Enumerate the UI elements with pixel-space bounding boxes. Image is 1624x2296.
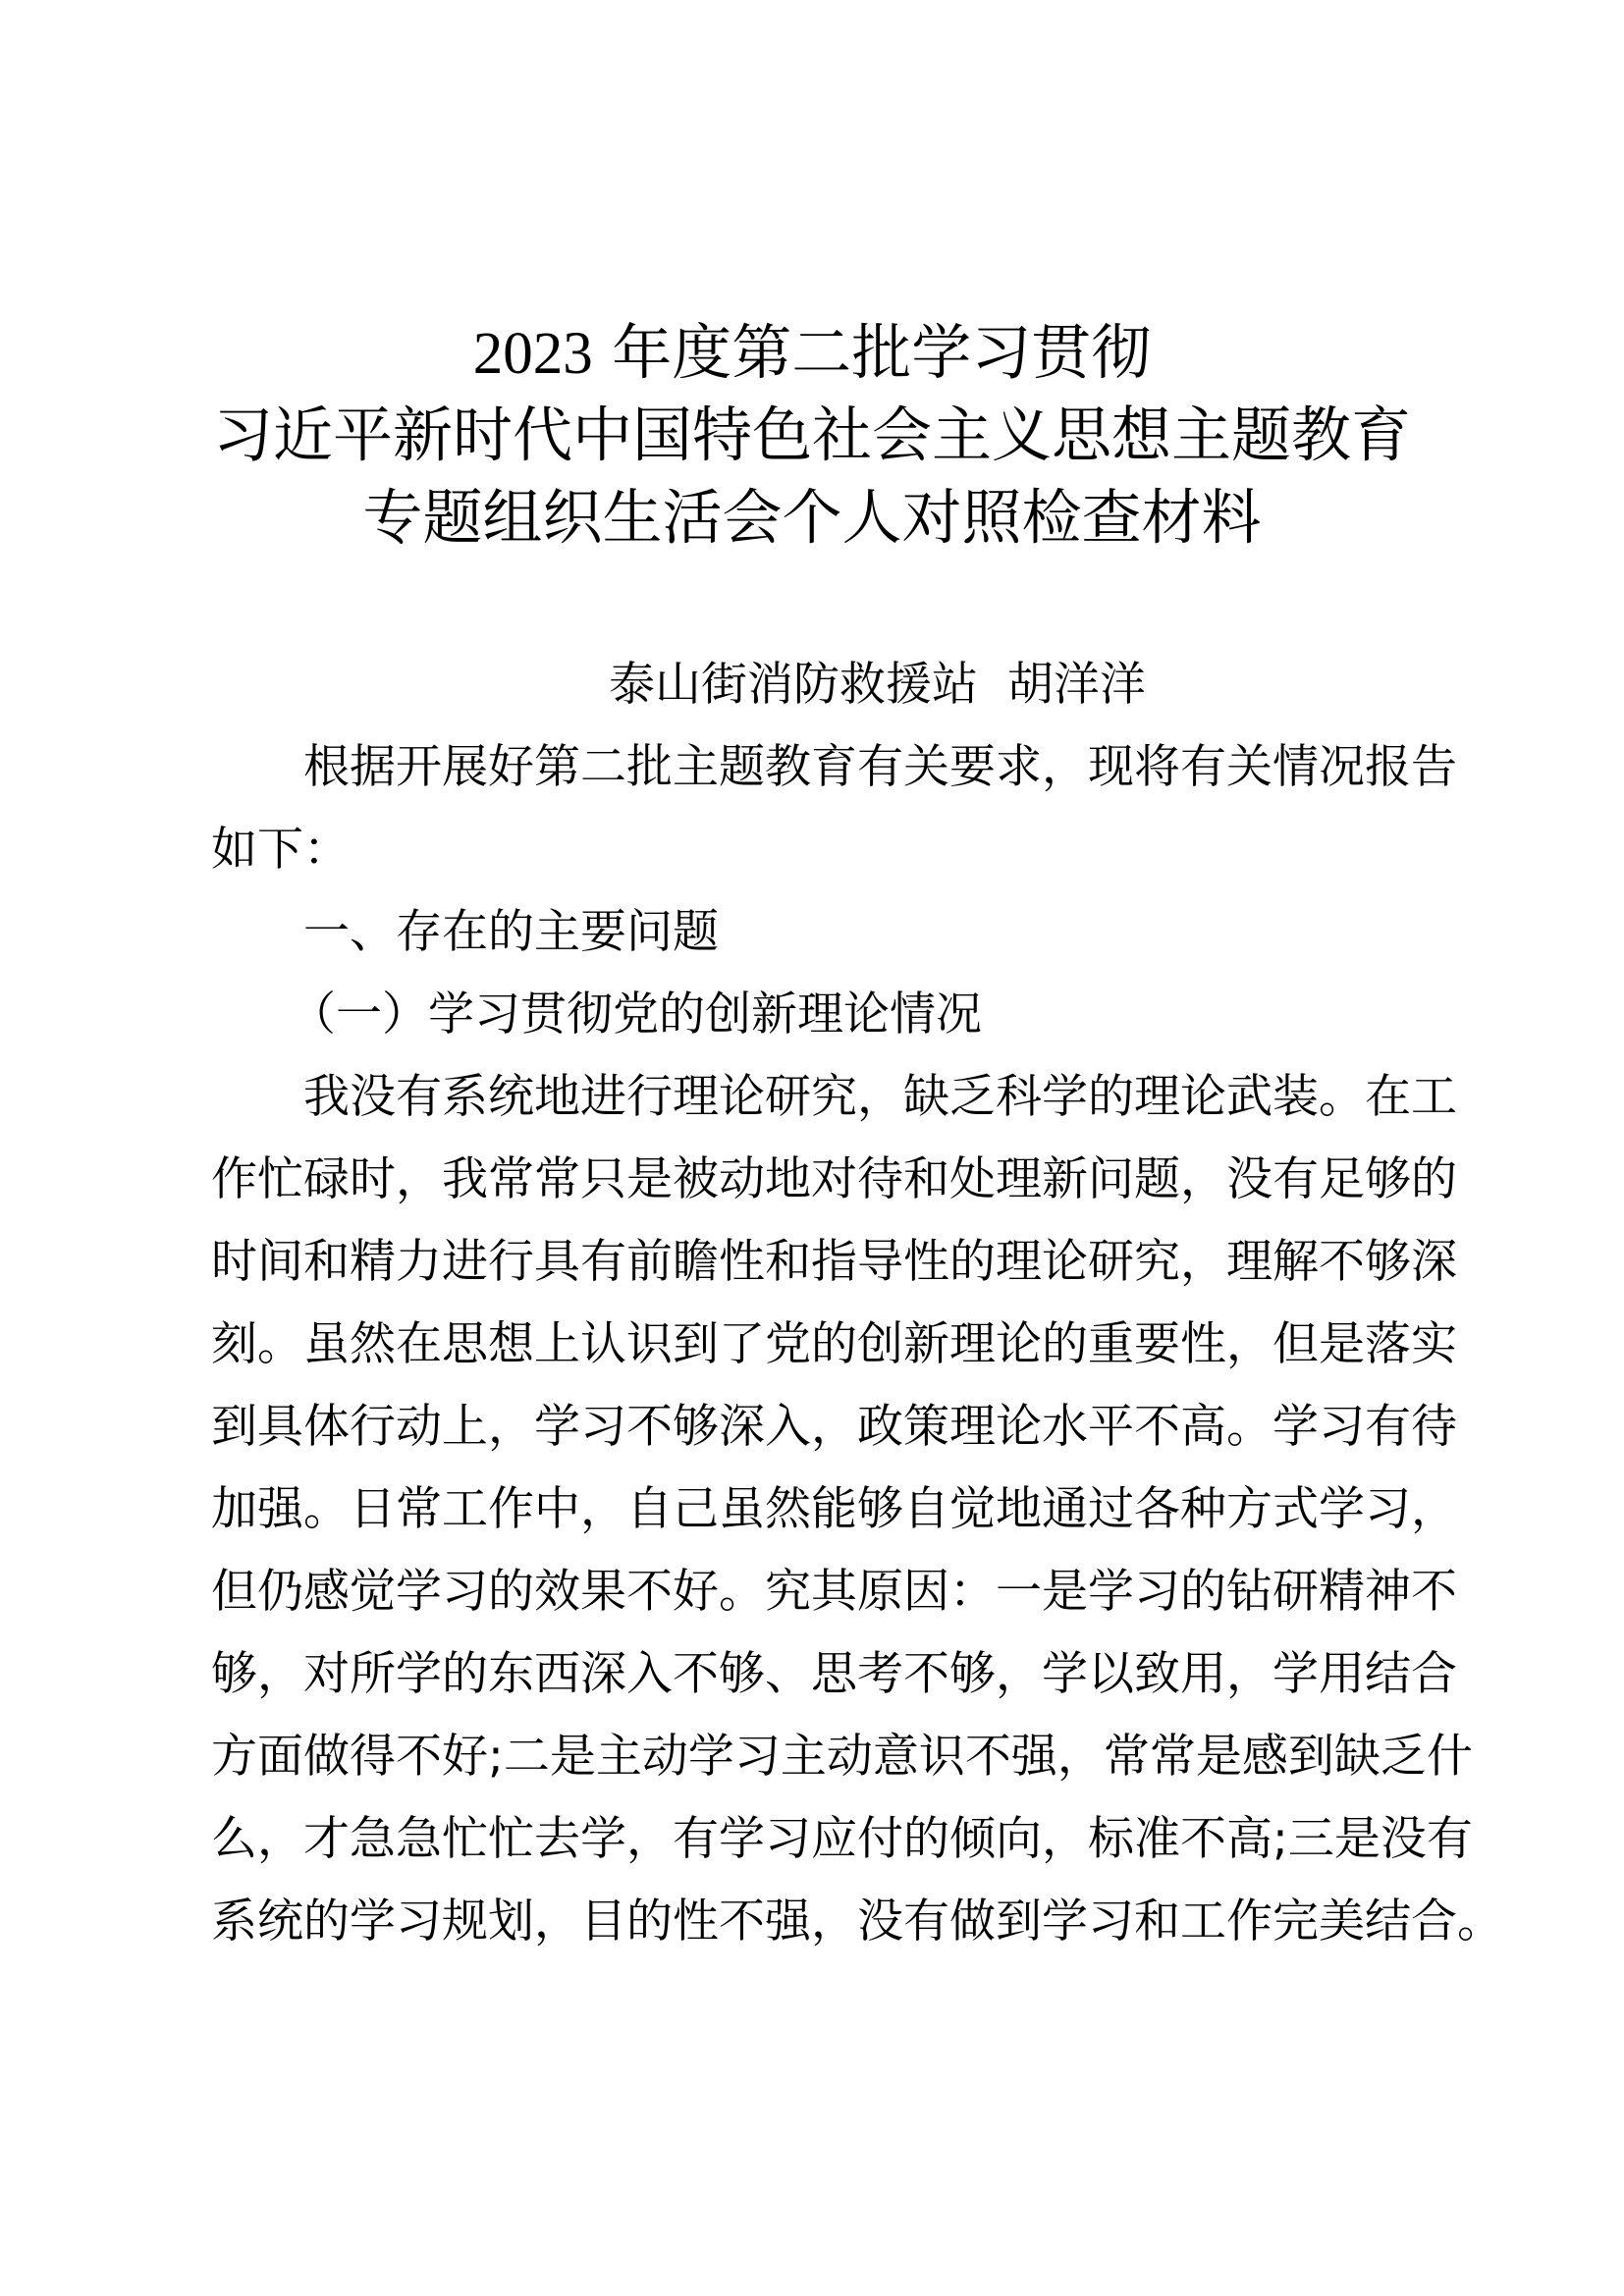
paragraph-line: 刻。虽然在思想上认识到了党的创新理论的重要性，但是落实 <box>211 1317 1457 1371</box>
intro-line: 根据开展好第二批主题教育有关要求，现将有关情况报告 <box>303 740 1457 794</box>
paragraph-line: 但仍感觉学习的效果不好。究其原因：一是学习的钻研精神不 <box>211 1565 1457 1619</box>
paragraph-line: 加强。日常工作中，自己虽然能够自觉地通过各种方式学习， <box>211 1482 1457 1536</box>
paragraph-line: 时间和精力进行具有前瞻性和指导性的理论研究，理解不够深 <box>211 1235 1457 1289</box>
title-line-3: 专题组织生活会个人对照检查材料 <box>362 483 1262 553</box>
paragraph-line: 我没有系统地进行理论研究，缺乏科学的理论武装。在工 <box>303 1070 1457 1124</box>
paragraph-line: 到具体行动上，学习不够深入，政策理论水平不高。学习有待 <box>211 1400 1457 1454</box>
section-heading: 一、存在的主要问题 <box>303 905 719 959</box>
paragraph-line: 作忙碌时，我常常只是被动地对待和处理新问题，没有足够的 <box>211 1152 1457 1206</box>
paragraph-line: 方面做得不好;二是主动学习主动意识不强，常常是感到缺乏什 <box>211 1730 1473 1784</box>
paragraph-line: 够，对所学的东西深入不够、思考不够，学以致用，学用结合 <box>211 1647 1457 1701</box>
title-year: 2023 <box>472 321 593 387</box>
title-line-2: 习近平新时代中国特色社会主义思想主题教育 <box>212 400 1411 470</box>
title-line-1 <box>0 312 1624 395</box>
intro-line: 如下： <box>211 823 350 877</box>
title-line-1-text: 年度第二批学习贯彻 <box>612 318 1152 388</box>
paragraph-line: 系统的学习规划，目的性不强，没有做到学习和工作完美结合。 <box>211 1895 1503 1949</box>
document-body <box>211 644 1503 1963</box>
subsection-heading: （一）学习贯彻党的创新理论情况 <box>290 988 982 1041</box>
author-line: 泰山街消防救援站 胡洋洋 <box>609 658 1146 712</box>
paragraph-line: 么，才急急忙忙去学，有学习应付的倾向，标准不高;三是没有 <box>211 1812 1473 1866</box>
document-title <box>0 312 1624 560</box>
